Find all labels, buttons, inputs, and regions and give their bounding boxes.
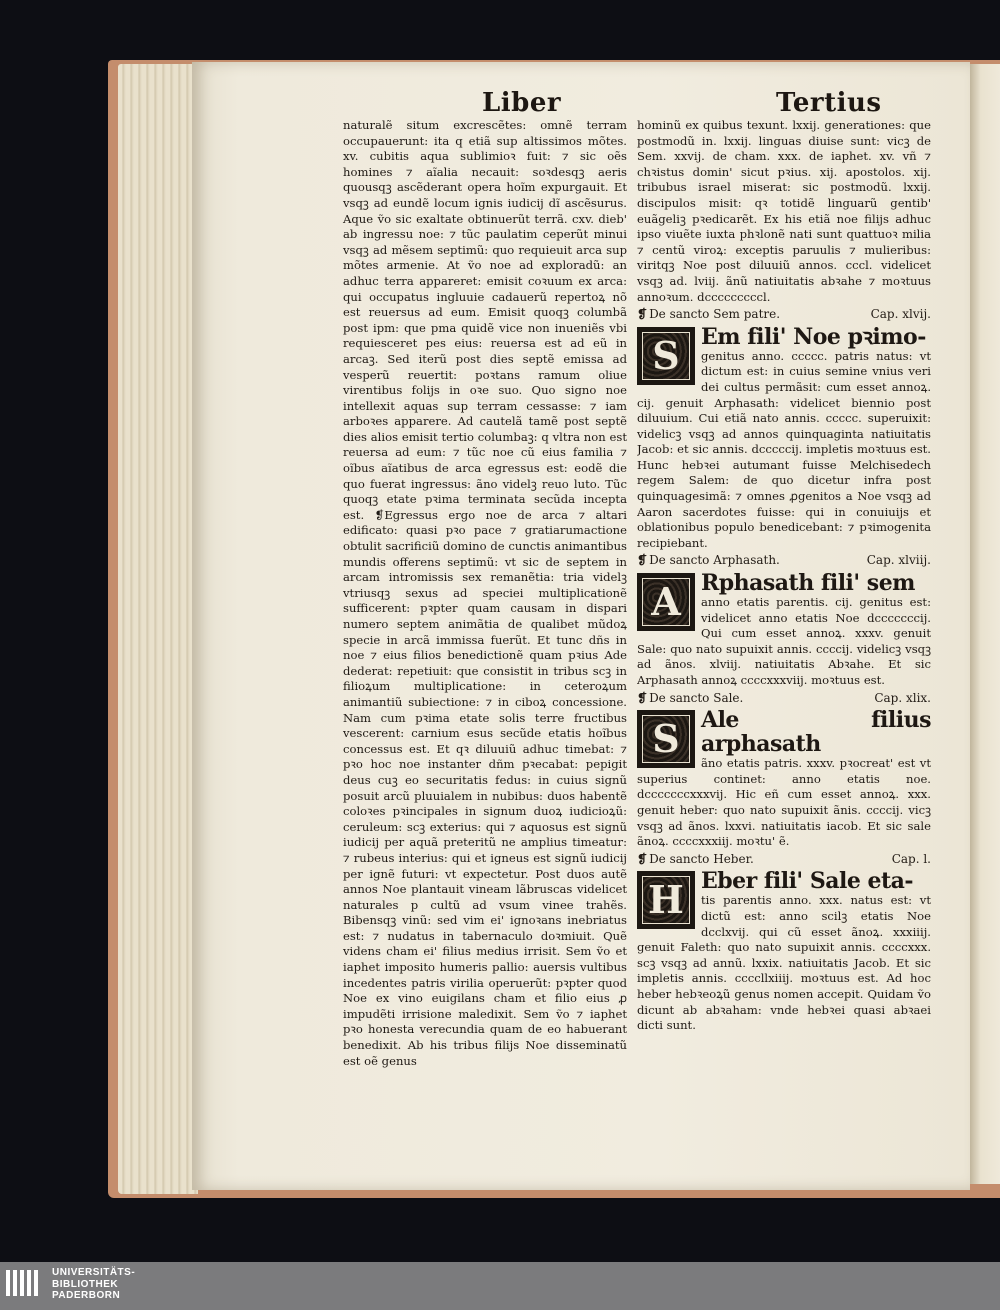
section-lead: Ale filius arphasath — [701, 708, 931, 758]
library-name-line: BIBLIOTHEK — [52, 1278, 119, 1290]
pilcrow-icon: ❡ — [637, 553, 648, 568]
running-head-right: Tertius — [776, 88, 882, 118]
section-heading — [637, 691, 931, 707]
library-logo-icon — [6, 1270, 44, 1302]
section-title: De sancto Sale. — [649, 690, 744, 705]
section-sem — [637, 325, 931, 552]
library-name-line: PADERBORN — [52, 1290, 121, 1301]
section-heber — [637, 869, 931, 1033]
right-column-intro: hominũ ex quibus texunt. lxxij. generationes: que postmodũ in. lxxij. linguas diuise sunt: vicꝫ de Sem. xxvij. de cham. xxx. de iaphet. xv. vñ ⁊ chꝛistus domin' sicut pꝛius. xij. apostolos. xij. tribubus israel miserat: sic postmodũ. lxxij. discipulos misit: qꝛ totidẽ linguarũ gentib' euãgeliꝫ pꝛedicarẽt. Ex his etiã noe filijs adhuc ipso viuẽte iuxta phꝛlonẽ nati sunt quattuoꝛ milia ⁊ centũ viroꝝ: exceptis paruulis ⁊ mulieribus: viritqꝫ Noe post diluuiũ annos. cccl. videlicet vsqꝫ ad. lviij. ãnũ natiuitatis abꝛahe ⁊ moꝛtuus annoꝛum. dcccccccccl. — [637, 118, 931, 304]
section-title: De sancto Arphasath. — [649, 553, 780, 568]
section-text: anno etatis parentis. cij. genitus est: videlicet anno etatis Noe dcccccccij. Qui cum esset annoꝝ. xxxv. genuit Sale: quo nato supuixit annis. ccccij. videlicꝫ vsqꝫ ad ãnos. xlviij. natiuitatis Abꝛahe. Et sic Arphasath annoꝝ ccccxxxviij. moꝛtuus est. — [637, 595, 931, 687]
section-text: ãno etatis patris. xxxv. pꝛocreat' est vt superius continet: anno etatis noe. dcccccccxxxvij. Hic eñ cum esset annoꝝ. xxx. genuit heber: quo nato supuixit ãnis. ccccij. vicꝫ vsqꝫ ad ãnos. lxxvi. natiuitatis iacob. Et sic sale ãnoꝝ. ccccxxxiij. moꝛtu' ẽ. — [637, 756, 931, 849]
pilcrow-icon: ❡ — [637, 307, 648, 322]
library-name-line: UNIVERSITÄTS- — [52, 1267, 136, 1278]
right-column — [637, 118, 931, 1034]
section-arphasath — [637, 571, 931, 689]
section-lead: Rphasath fili' sem — [701, 571, 915, 597]
running-head-left: Liber — [482, 88, 562, 118]
section-heading — [637, 307, 931, 323]
decorated-initial: S — [637, 327, 695, 385]
pilcrow-icon: ❡ — [637, 690, 648, 705]
chapter-number: Cap. xlix. — [874, 690, 931, 705]
facing-page-edge — [968, 64, 1000, 1184]
section-title: De sancto Heber. — [649, 851, 754, 866]
section-sale — [637, 708, 931, 850]
section-lead: Eber fili' Sale eta- — [701, 869, 914, 895]
page-edges — [118, 64, 198, 1194]
section-text: genitus anno. ccccc. patris natus: vt dictum est: in cuius semine vnius veri dei cultus permãsit: cum esset annoꝝ. cij. genuit Arphasath: videlicet biennio post diluuium. Cui etiã nato annis. ccccc. superuixit: videlicꝫ vsqꝫ ad annos quinquaginta natiuitatis Jacob: et sic annis. dcccccij. impletis moꝛtuus est. Hunc hebꝛei autumant fuisse Melchisedech regem Salem: de quo dicetur infra post quinquagesimã: ⁊ omnes ꝓgenitos a Noe vsqꝫ ad Aaron sacerdotes fuisse: qui in conuiuijs et oblationibus populo benedicebant: ⁊ pꝛimogenita recipiebant. — [637, 348, 931, 550]
decorated-initial: A — [637, 573, 695, 631]
left-column — [343, 118, 627, 1069]
section-heading — [637, 553, 931, 569]
chapter-number: Cap. l. — [891, 851, 931, 866]
section-lead: Em fili' Noe pꝛimo- — [701, 324, 926, 350]
chapter-number: Cap. xlvij. — [870, 307, 931, 322]
left-column-text: naturalẽ situm excrescẽtes: omnẽ terram occupauerunt: ita q etiã sup altissimos mõtes. xv. cubitis aqua sublimioꝛ fuit: ⁊ sic oẽs homines ⁊ aĩalia necauit: soꝛdesqꝫ aeris quousqꝫ ascẽderant opera hoĩm expurgauit. Et vsqꝫ ad eundẽ locum ignis iudicij dĩ ascẽsurus. Aque ṽo sic exaltate obtinuerũt terrã. cxv. dieb' ab ingressu noe: ⁊ tũc paulatim ceperũt minui vsqꝫ ad mẽsem septimũ: quo requieuit arca sup mõtes armenie. At ṽo noe ad exploradũ: an adhuc terra appareret: emisit coꝛuum ex arca: qui occupatus ingluuie cadauerũ repertoꝝ nõ est reuersus ad eum. Emisit quoqꝫ columbã post ipm: que pma quidẽ vice non inueniẽs vbi requiesceret pes eius: reuersa est ad eũ in arcaꝫ. Sed iterũ post dies septẽ emissa ad vesperũ reuertit: poꝛtans ramum oliue virentibus folijs in oꝛe suo. Quo signo noe intellexit aquas sup terram cessasse: ⁊ iam arboꝛes apparere. Ad cautelã tamẽ post septẽ dies alios emisit tertio columbaꝫ: q vltra non est reuersa ad eum: ⁊ tũc noe cũ eius familia ⁊ oĩbus aĩatibus de arca egressus est: eodẽ die quo fuerat ingressus: ãno videlꝫ reuo luto. Tũc quoqꝫ etate pꝛima terminata secũda incepta est. ❡Egressus ergo noe de arca ⁊ altari edificato: quasi pꝛo pace ⁊ gratiarumactione obtulit sacrificiũ domino de cunctis animantibus mundis offerens septimũ: vt sic de septem in arcam intromissis sex remanẽtia: tria videlꝫ vtriusqꝫ sexus ad speciei multiplicationẽ sufficerent: pꝛpter quam causam in dispari numero septem animãtia de qualibet mũdoꝝ specie in arcã immissa fuerũt. Et tunc dñs in noe ⁊ eius filios benedictionẽ quam pꝛius Ade dederat: repetiuit: que consistit in tribus scꝫ in filioꝝum multiplicatione: in ceteroꝝum animantiũ subiectione: ⁊ in ciboꝝ concessione. Nam cum pꝛima etate solis terre fructibus vescerent: carnium esus secũde etatis hoĩbus concessus est. Et qꝛ diluuiũ adhuc timebat: ⁊ pꝛo hoc noe instanter dñm pꝛecabat: pepigit deus cuꝫ eo securitatis fedus: in cuius signũ posuit arcũ pluuialem in nubibus: duos habentẽ coloꝛes pꝛincipales in signum duoꝝ iudicioꝝũ: ceruleum: scꝫ exterius: qui ⁊ aquosus est signũ iudicij per aquã preteritũ ne amplius timeatur: ⁊ rubeus interius: qui et igneus est signũ iudicij per ignẽ futuri: vt expectetur. Post duos autẽ annos Noe plantauit vineam lãbruscas videlicet naturales p cultũ ad vsum vinee trahẽs. Bibensqꝫ vinũ: sed vim ei' ignoꝛans inebriatus est: ⁊ nudatus in tabernaculo doꝛmiuit. Quẽ videns cham ei' filius medius irrisit. Sem ṽo et iaphet imposito humeris pallio: auersis vultibus incedentes patris virilia operuerũt: pꝛpter quod Noe ex vino euigilans cham et filio eius ꝓ impudẽti irrisione maledixit. Sem ṽo ⁊ iaphet pꝛo honesta verecundia quam de eo habuerant benedixit. Ab his tribus filijs Noe disseminatũ est oẽ genus — [343, 118, 627, 1068]
decorated-initial: S — [637, 710, 695, 768]
section-title: De sancto Sem patre. — [649, 307, 781, 322]
section-text: tis parentis anno. xxx. natus est: vt dictũ est: anno scilꝫ etatis Noe dcclxvij. qui cũ esset ãnoꝝ. xxxiiij. genuit Faleth: quo nato supuixit annis. ccccxxx. scꝫ vsqꝫ ad annũ. lxxix. natiuitatis Jacob. Et sic impletis annis. ccccllxiiij. moꝛtuus est. Ad hoc heber hebꝛeoꝝũ genus nomen accepit. Quidam ṽo dicunt ab abꝛaham: vnde hebꝛei quasi abꝛaei dicti sunt. — [637, 893, 931, 1033]
chapter-number: Cap. xlviij. — [866, 553, 931, 568]
pilcrow-icon: ❡ — [637, 851, 648, 866]
decorated-initial: H — [637, 871, 695, 929]
library-footer — [0, 1262, 1000, 1310]
library-name — [52, 1267, 135, 1302]
section-heading — [637, 852, 931, 868]
